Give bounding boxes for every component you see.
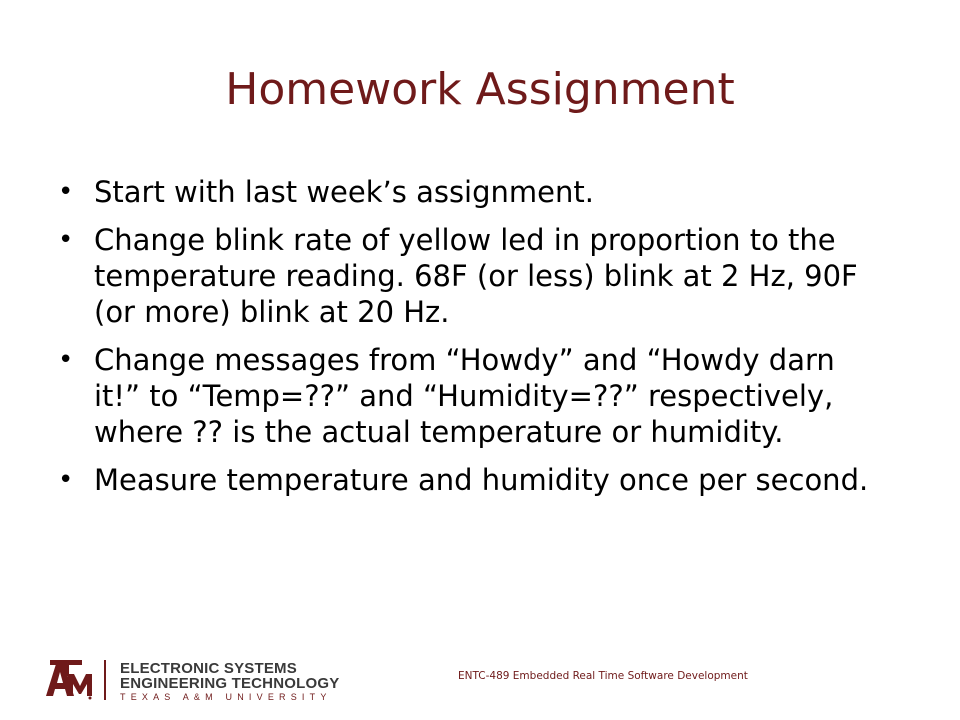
texas-am-logo-icon bbox=[44, 658, 96, 700]
bullet-dot-icon: • bbox=[58, 225, 74, 255]
bullet-text: Measure temperature and humidity once per second. bbox=[94, 463, 869, 497]
bullet-item bbox=[58, 462, 888, 498]
bullet-dot-icon: • bbox=[58, 177, 74, 207]
slide-footer bbox=[0, 654, 960, 704]
bullet-text: Change messages from “Howdy” and “Howdy darn it!” to “Temp=??” and “Humidity=??” respectively, where ?? is the actual temperature or humidity. bbox=[94, 343, 835, 449]
bullet-item bbox=[58, 222, 888, 330]
bullet-dot-icon: • bbox=[58, 345, 74, 375]
logo-divider bbox=[104, 660, 106, 700]
bullet-item bbox=[58, 342, 888, 450]
bullet-list bbox=[58, 174, 888, 510]
university-name: TEXAS A&M UNIVERSITY bbox=[120, 692, 332, 702]
bullet-dot-icon: • bbox=[58, 465, 74, 495]
dept-name-line1: ELECTRONIC SYSTEMS bbox=[120, 660, 297, 677]
bullet-text: Change blink rate of yellow led in proportion to the temperature reading. 68F (or less) blink at 2 Hz, 90F (or more) blink at 20 Hz. bbox=[94, 223, 858, 329]
dept-name-line2: ENGINEERING TECHNOLOGY bbox=[120, 675, 340, 692]
course-title: ENTC-489 Embedded Real Time Software Development bbox=[458, 670, 748, 682]
slide-title: Homework Assignment bbox=[225, 64, 735, 115]
bullet-item bbox=[58, 174, 888, 210]
bullet-text: Start with last week’s assignment. bbox=[94, 175, 594, 209]
